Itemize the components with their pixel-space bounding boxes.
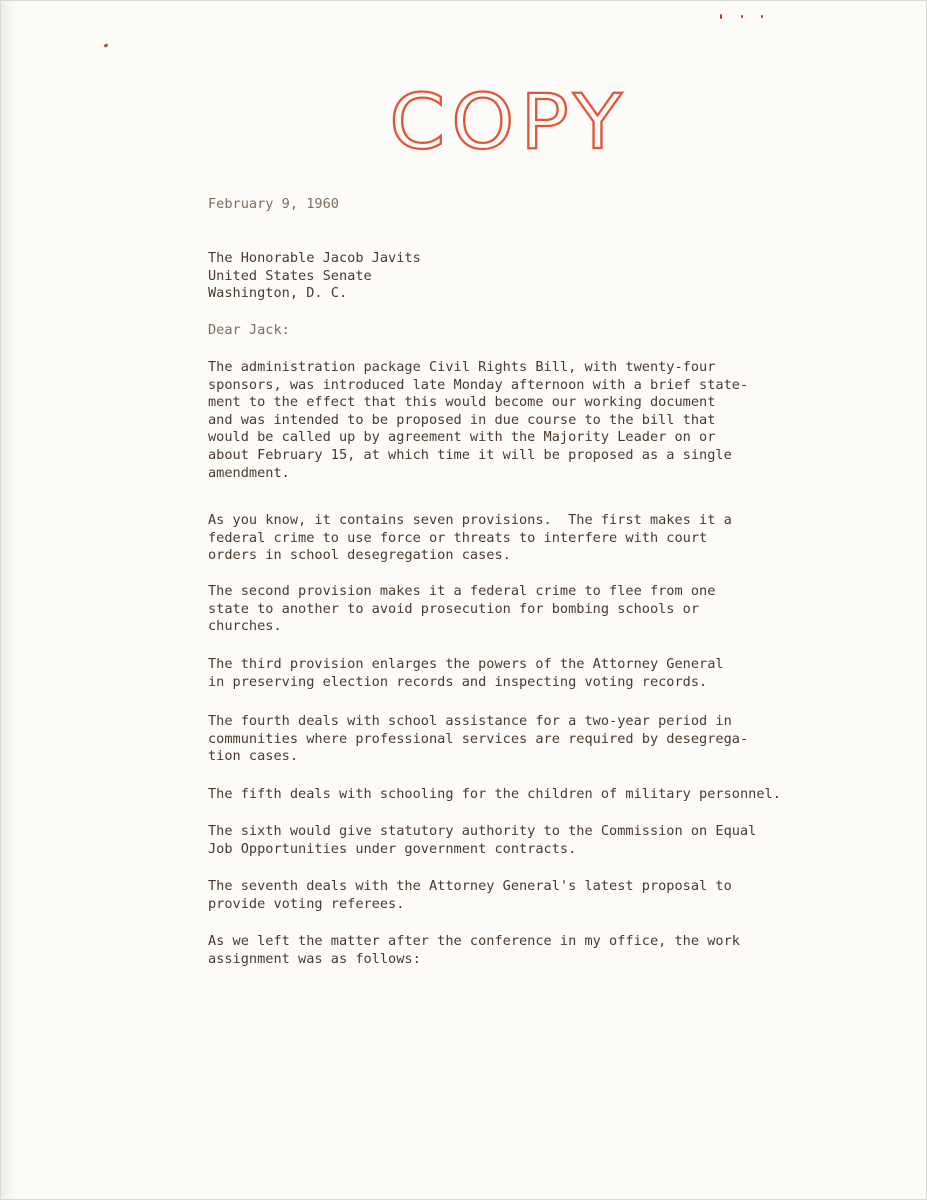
- speck-top-left: [104, 43, 109, 48]
- paragraph-line: provide voting referees.: [208, 895, 405, 912]
- paragraph-line: The fourth deals with school assistance for a two-year period in: [208, 713, 732, 729]
- paragraph-line: The administration package Civil Rights Bill, with twenty-four: [208, 359, 716, 375]
- address-line: Washington, D. C.: [208, 285, 348, 302]
- paragraph-fifth-provision: [208, 786, 781, 804]
- paragraph-line: tion cases.: [208, 748, 299, 765]
- speck-top-right-1: [720, 14, 722, 19]
- paragraph-line: The fifth deals with schooling for the children of military personnel.: [208, 786, 781, 802]
- address-block: [208, 250, 421, 303]
- address-line: United States Senate: [208, 267, 372, 284]
- paragraph-line: The second provision makes it a federal crime to flee from one: [208, 583, 716, 599]
- salutation: Dear Jack:: [208, 322, 290, 338]
- paragraph-line: amendment.: [208, 464, 290, 481]
- paragraph-line: As we left the matter after the conference in my office, the work: [208, 933, 740, 949]
- page-edge-shadow: [1, 1, 15, 1199]
- paragraph-line: sponsors, was introduced late Monday afternoon with a brief state-: [208, 376, 749, 393]
- letter-date: February 9, 1960: [208, 196, 339, 212]
- paragraph-sixth-provision: [208, 823, 756, 858]
- copy-stamp: [389, 77, 629, 166]
- paragraph-line: and was intended to be proposed in due course to the bill that: [208, 411, 716, 428]
- paragraph-work-assignment: [208, 933, 740, 968]
- paragraph-line: federal crime to use force or threats to interfere with court: [208, 529, 708, 546]
- paragraph-seventh-provision: [208, 878, 732, 913]
- paragraph-line: would be called up by agreement with the Majority Leader on or: [208, 429, 716, 446]
- copy-stamp-label: COPY: [389, 77, 629, 166]
- paragraph-line: in preserving election records and inspecting voting records.: [208, 673, 708, 690]
- paragraph-line: As you know, it contains seven provisions. The first makes it a: [208, 512, 732, 528]
- paragraph-line: about February 15, at which time it will be proposed as a single: [208, 446, 732, 463]
- speck-top-right-2: [741, 15, 743, 18]
- paragraph-second-provision: [208, 583, 715, 636]
- paragraph-line: assignment was as follows:: [208, 950, 421, 967]
- paragraph-line: Job Opportunities under government contracts.: [208, 840, 577, 857]
- paragraph-line: state to another to avoid prosecution for bombing schools or: [208, 600, 700, 617]
- paragraph-fourth-provision: [208, 713, 748, 766]
- paragraph-line: The third provision enlarges the powers of the Attorney General: [208, 656, 724, 672]
- paragraph-line: ment to the effect that this would become our working document: [208, 394, 716, 411]
- paragraph-line: churches.: [208, 618, 282, 635]
- paragraph-line: The seventh deals with the Attorney General's latest proposal to: [208, 878, 732, 894]
- address-line: The Honorable Jacob Javits: [208, 250, 421, 266]
- paragraph-third-provision: [208, 656, 724, 691]
- paragraph-provisions: [208, 512, 732, 565]
- paragraph-line: orders in school desegregation cases.: [208, 547, 511, 564]
- paragraph-introduction: [208, 359, 748, 482]
- paragraph-line: The sixth would give statutory authority to the Commission on Equal: [208, 823, 757, 839]
- paragraph-line: communities where professional services are required by desegrega-: [208, 730, 749, 747]
- speck-top-right-3: [761, 15, 763, 18]
